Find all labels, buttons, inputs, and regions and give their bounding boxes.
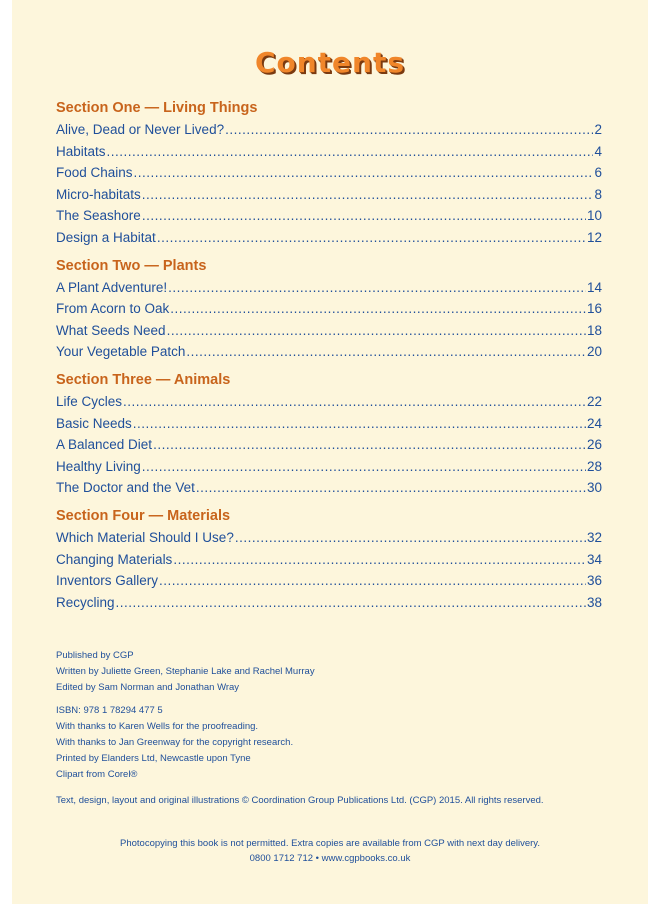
entry-page: 36 bbox=[586, 573, 602, 589]
footer bbox=[12, 836, 648, 866]
toc-entry[interactable] bbox=[56, 570, 602, 592]
entry-page: 32 bbox=[586, 529, 602, 545]
entry-page: 34 bbox=[586, 551, 602, 567]
leader-dots bbox=[116, 592, 586, 614]
entry-title: Changing Materials bbox=[56, 551, 173, 567]
leader-dots bbox=[186, 341, 586, 363]
entry-page: 2 bbox=[594, 122, 602, 137]
section-heading-plants: Section Two — Plants bbox=[56, 257, 207, 274]
entry-title: Habitats bbox=[56, 143, 106, 159]
entry-page: 22 bbox=[586, 393, 602, 409]
entry-page: 28 bbox=[586, 458, 602, 474]
toc-entry[interactable] bbox=[56, 341, 602, 363]
entry-title: Healthy Living bbox=[56, 458, 141, 474]
credits-production-group bbox=[56, 703, 315, 783]
publication-credits bbox=[56, 648, 315, 790]
credit-line: Printed by Elanders Ltd, Newcastle upon Tyne bbox=[56, 753, 251, 764]
leader-dots bbox=[134, 162, 594, 184]
entry-title: Design a Habitat bbox=[56, 229, 156, 245]
leader-dots bbox=[235, 527, 586, 549]
toc-entry[interactable] bbox=[56, 456, 602, 478]
entry-title: A Balanced Diet bbox=[56, 437, 153, 453]
credit-line: Written by Juliette Green, Stephanie Lake and Rachel Murray bbox=[56, 666, 315, 677]
toc-entry[interactable] bbox=[56, 413, 602, 435]
toc-entry[interactable] bbox=[56, 391, 602, 413]
credit-line: With thanks to Karen Wells for the proofreading. bbox=[56, 721, 259, 732]
toc-entry[interactable] bbox=[56, 184, 602, 206]
entry-title: A Plant Adventure! bbox=[56, 279, 168, 295]
toc-entry[interactable] bbox=[56, 205, 602, 227]
toc-entry[interactable] bbox=[56, 277, 602, 299]
entry-title: From Acorn to Oak bbox=[56, 301, 170, 317]
leader-dots bbox=[159, 570, 586, 592]
entry-page: 14 bbox=[586, 279, 602, 295]
credit-line: Clipart from Corel® bbox=[56, 769, 138, 780]
leader-dots bbox=[142, 456, 586, 478]
leader-dots bbox=[142, 205, 586, 227]
entry-title: Your Vegetable Patch bbox=[56, 344, 186, 360]
entry-title: Micro-habitats bbox=[56, 186, 141, 202]
entry-page: 8 bbox=[594, 186, 602, 202]
entry-title: What Seeds Need bbox=[56, 322, 166, 338]
entry-page: 38 bbox=[586, 594, 602, 610]
leader-dots bbox=[173, 549, 586, 571]
section-heading-animals: Section Three — Animals bbox=[56, 371, 231, 388]
entry-page: 26 bbox=[586, 437, 602, 453]
entry-page: 18 bbox=[586, 322, 602, 338]
entry-page: 6 bbox=[594, 165, 602, 181]
entry-page: 24 bbox=[586, 415, 602, 431]
photocopy-notice: Photocopying this book is not permitted. Extra copies are available from CGP with next day delivery. bbox=[120, 838, 540, 849]
leader-dots bbox=[196, 477, 586, 499]
toc-entry[interactable] bbox=[56, 477, 602, 499]
toc-entry[interactable] bbox=[56, 592, 602, 614]
entry-title: Food Chains bbox=[56, 165, 133, 181]
toc-entry[interactable] bbox=[56, 549, 602, 571]
credit-line: Published by CGP bbox=[56, 650, 134, 661]
toc-entry[interactable] bbox=[56, 227, 602, 249]
entry-page: 20 bbox=[586, 344, 602, 360]
entry-title: The Doctor and the Vet bbox=[56, 480, 195, 496]
entry-title: Inventors Gallery bbox=[56, 573, 159, 589]
entry-title: The Seashore bbox=[56, 208, 141, 224]
copyright-notice: Text, design, layout and original illustrations © Coordination Group Publications Ltd. (CGP) 2015. All rights reserved. bbox=[56, 795, 544, 806]
leader-dots bbox=[153, 434, 586, 456]
section-heading-materials: Section Four — Materials bbox=[56, 507, 231, 524]
entry-title: Which Material Should I Use? bbox=[56, 529, 234, 545]
toc-entry[interactable] bbox=[56, 141, 602, 163]
leader-dots bbox=[168, 277, 586, 299]
credits-publisher-group bbox=[56, 648, 315, 696]
toc-entry[interactable] bbox=[56, 298, 602, 320]
leader-dots bbox=[123, 391, 586, 413]
page-title: Contents bbox=[254, 46, 406, 79]
credit-line: Edited by Sam Norman and Jonathan Wray bbox=[56, 682, 240, 693]
entry-page: 16 bbox=[586, 301, 602, 317]
isbn-line: ISBN: 978 1 78294 477 5 bbox=[56, 705, 163, 716]
contents-page bbox=[12, 0, 648, 904]
entry-page: 12 bbox=[586, 229, 602, 245]
entry-title: Life Cycles bbox=[56, 393, 123, 409]
leader-dots bbox=[170, 298, 586, 320]
leader-dots bbox=[225, 119, 593, 141]
toc-entry[interactable] bbox=[56, 527, 602, 549]
contact-line: 0800 1712 712 • www.cgpbooks.co.uk bbox=[249, 853, 411, 864]
entry-page: 10 bbox=[586, 208, 602, 224]
toc-entry[interactable] bbox=[56, 320, 602, 342]
entry-page: 4 bbox=[594, 143, 602, 159]
leader-dots bbox=[157, 227, 586, 249]
leader-dots bbox=[133, 413, 586, 435]
toc-entry[interactable] bbox=[56, 434, 602, 456]
toc-entry[interactable] bbox=[56, 162, 602, 184]
leader-dots bbox=[167, 320, 586, 342]
entry-title: Basic Needs bbox=[56, 415, 132, 431]
entry-title: Recycling bbox=[56, 594, 115, 610]
toc-entry[interactable] bbox=[56, 119, 602, 141]
entry-page: 30 bbox=[586, 480, 602, 496]
leader-dots bbox=[142, 184, 594, 206]
credit-line: With thanks to Jan Greenway for the copyright research. bbox=[56, 737, 294, 748]
table-of-contents bbox=[56, 98, 602, 613]
section-heading-living-things: Section One — Living Things bbox=[56, 100, 258, 116]
leader-dots bbox=[107, 141, 594, 163]
entry-title: Alive, Dead or Never Lived? bbox=[56, 122, 225, 137]
